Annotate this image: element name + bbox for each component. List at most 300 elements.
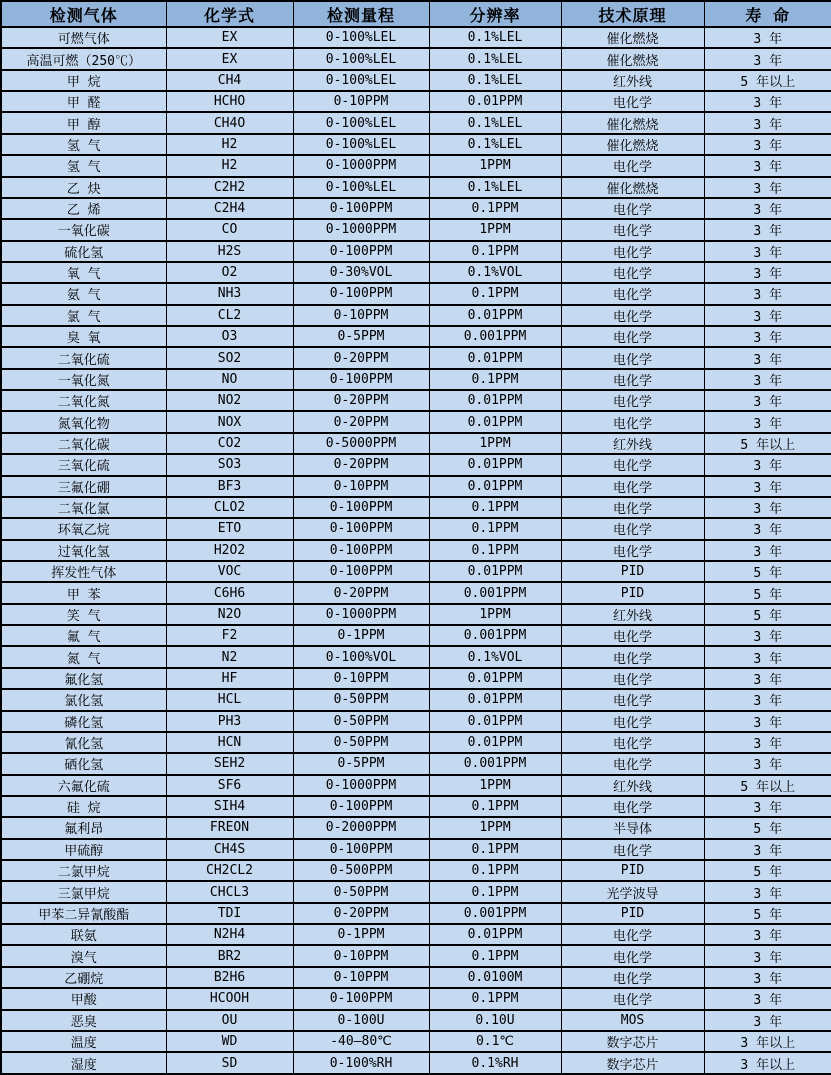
cell-technology-principle: 电化学: [561, 219, 704, 240]
cell-resolution: 1PPM: [429, 433, 561, 454]
cell-resolution: 0.01PPM: [429, 711, 561, 732]
cell-chemical-formula: N2O: [166, 604, 293, 625]
cell-resolution: 0.001PPM: [429, 582, 561, 603]
cell-chemical-formula: BF3: [166, 476, 293, 497]
cell-lifespan: 5 年: [704, 561, 831, 582]
cell-resolution: 0.01PPM: [429, 689, 561, 710]
cell-gas-name: 氟利昂: [1, 817, 166, 838]
cell-lifespan: 3 年: [704, 411, 831, 432]
table-row: [1, 305, 831, 326]
cell-detection-range: 0-100%VOL: [293, 646, 429, 667]
cell-chemical-formula: TDI: [166, 903, 293, 924]
cell-lifespan: 3 年: [704, 177, 831, 198]
cell-chemical-formula: NOX: [166, 411, 293, 432]
cell-resolution: 0.1PPM: [429, 497, 561, 518]
cell-resolution: 0.1PPM: [429, 518, 561, 539]
cell-lifespan: 3 年: [704, 732, 831, 753]
cell-chemical-formula: F2: [166, 625, 293, 646]
table-row: [1, 561, 831, 582]
cell-technology-principle: 电化学: [561, 967, 704, 988]
table-row: [1, 839, 831, 860]
cell-detection-range: 0-5000PPM: [293, 433, 429, 454]
cell-detection-range: 0-10PPM: [293, 476, 429, 497]
cell-chemical-formula: H2S: [166, 241, 293, 262]
column-header-chemical-formula: 化学式: [166, 1, 293, 27]
cell-chemical-formula: SIH4: [166, 796, 293, 817]
cell-technology-principle: 电化学: [561, 347, 704, 368]
cell-detection-range: 0-100PPM: [293, 241, 429, 262]
cell-technology-principle: 电化学: [561, 390, 704, 411]
cell-lifespan: 3 年: [704, 646, 831, 667]
cell-technology-principle: PID: [561, 860, 704, 881]
cell-gas-name: 三氧化硫: [1, 454, 166, 475]
cell-resolution: 0.1%LEL: [429, 27, 561, 48]
cell-resolution: 0.10U: [429, 1010, 561, 1031]
cell-lifespan: 3 年: [704, 881, 831, 902]
cell-resolution: 0.1%LEL: [429, 112, 561, 133]
cell-gas-name: 三氟化硼: [1, 476, 166, 497]
table-row: [1, 155, 831, 176]
table-header: [1, 1, 831, 27]
cell-technology-principle: 电化学: [561, 411, 704, 432]
cell-gas-name: 氢 气: [1, 134, 166, 155]
cell-gas-name: 甲 醛: [1, 91, 166, 112]
cell-resolution: 0.1%LEL: [429, 48, 561, 69]
cell-technology-principle: 电化学: [561, 689, 704, 710]
cell-technology-principle: 电化学: [561, 91, 704, 112]
cell-lifespan: 3 年: [704, 134, 831, 155]
cell-technology-principle: 数字芯片: [561, 1052, 704, 1074]
cell-resolution: 0.1%LEL: [429, 177, 561, 198]
cell-chemical-formula: H2O2: [166, 540, 293, 561]
cell-gas-name: 氟化氢: [1, 668, 166, 689]
cell-gas-name: 温度: [1, 1031, 166, 1052]
cell-chemical-formula: NH3: [166, 283, 293, 304]
table-row: [1, 817, 831, 838]
cell-detection-range: 0-1000PPM: [293, 604, 429, 625]
cell-resolution: 0.1PPM: [429, 369, 561, 390]
cell-chemical-formula: PH3: [166, 711, 293, 732]
cell-gas-name: 可燃气体: [1, 27, 166, 48]
cell-lifespan: 3 年: [704, 198, 831, 219]
cell-detection-range: 0-100%LEL: [293, 112, 429, 133]
cell-technology-principle: 数字芯片: [561, 1031, 704, 1052]
cell-gas-name: 甲 醇: [1, 112, 166, 133]
cell-gas-name: 氢 气: [1, 155, 166, 176]
table-row: [1, 369, 831, 390]
cell-resolution: 0.01PPM: [429, 305, 561, 326]
cell-detection-range: 0-1000PPM: [293, 219, 429, 240]
cell-technology-principle: 催化燃烧: [561, 112, 704, 133]
cell-detection-range: 0-10PPM: [293, 668, 429, 689]
cell-detection-range: 0-100U: [293, 1010, 429, 1031]
cell-resolution: 0.01PPM: [429, 561, 561, 582]
cell-lifespan: 3 年: [704, 668, 831, 689]
cell-chemical-formula: H2: [166, 134, 293, 155]
column-header-lifespan: 寿 命: [704, 1, 831, 27]
cell-chemical-formula: C2H4: [166, 198, 293, 219]
cell-technology-principle: 电化学: [561, 839, 704, 860]
cell-resolution: 0.1%VOL: [429, 262, 561, 283]
cell-detection-range: 0-50PPM: [293, 732, 429, 753]
cell-chemical-formula: CH4S: [166, 839, 293, 860]
cell-gas-name: 一氧化氮: [1, 369, 166, 390]
cell-technology-principle: 电化学: [561, 283, 704, 304]
cell-lifespan: 3 年: [704, 1010, 831, 1031]
cell-technology-principle: 半导体: [561, 817, 704, 838]
table-row: [1, 476, 831, 497]
cell-technology-principle: 红外线: [561, 433, 704, 454]
cell-gas-name: 氰化氢: [1, 732, 166, 753]
cell-chemical-formula: EX: [166, 27, 293, 48]
cell-resolution: 1PPM: [429, 775, 561, 796]
table-row: [1, 112, 831, 133]
cell-chemical-formula: CLO2: [166, 497, 293, 518]
cell-detection-range: 0-100PPM: [293, 369, 429, 390]
cell-lifespan: 3 年: [704, 839, 831, 860]
cell-chemical-formula: CH2CL2: [166, 860, 293, 881]
cell-lifespan: 3 年: [704, 945, 831, 966]
header-row: [1, 1, 831, 27]
cell-technology-principle: 红外线: [561, 775, 704, 796]
cell-chemical-formula: OU: [166, 1010, 293, 1031]
cell-lifespan: 3 年: [704, 689, 831, 710]
cell-technology-principle: 电化学: [561, 497, 704, 518]
cell-gas-name: 甲 苯: [1, 582, 166, 603]
cell-chemical-formula: HCHO: [166, 91, 293, 112]
cell-gas-name: 二氯甲烷: [1, 860, 166, 881]
cell-lifespan: 5 年: [704, 817, 831, 838]
cell-lifespan: 3 年: [704, 48, 831, 69]
table-row: [1, 326, 831, 347]
cell-chemical-formula: CO: [166, 219, 293, 240]
cell-gas-name: 恶臭: [1, 1010, 166, 1031]
cell-lifespan: 3 年: [704, 283, 831, 304]
cell-gas-name: 氯 气: [1, 305, 166, 326]
cell-gas-name: 氮 气: [1, 646, 166, 667]
cell-gas-name: 联氨: [1, 924, 166, 945]
table-row: [1, 1010, 831, 1031]
cell-technology-principle: 电化学: [561, 262, 704, 283]
cell-gas-name: 氟 气: [1, 625, 166, 646]
cell-lifespan: 3 年: [704, 454, 831, 475]
cell-resolution: 0.001PPM: [429, 753, 561, 774]
cell-gas-name: 甲硫醇: [1, 839, 166, 860]
cell-lifespan: 3 年: [704, 27, 831, 48]
table-row: [1, 70, 831, 91]
cell-gas-name: 三氯甲烷: [1, 881, 166, 902]
table-row: [1, 454, 831, 475]
cell-lifespan: 5 年: [704, 903, 831, 924]
cell-lifespan: 5 年以上: [704, 433, 831, 454]
cell-lifespan: 3 年: [704, 305, 831, 326]
cell-detection-range: 0-20PPM: [293, 411, 429, 432]
table-row: [1, 689, 831, 710]
cell-lifespan: 3 年以上: [704, 1052, 831, 1074]
cell-detection-range: 0-50PPM: [293, 711, 429, 732]
cell-resolution: 0.01PPM: [429, 668, 561, 689]
cell-resolution: 0.1PPM: [429, 945, 561, 966]
cell-lifespan: 3 年: [704, 924, 831, 945]
cell-gas-name: 氧 气: [1, 262, 166, 283]
table-row: [1, 1052, 831, 1074]
cell-lifespan: 5 年: [704, 582, 831, 603]
cell-lifespan: 3 年: [704, 518, 831, 539]
cell-detection-range: 0-1000PPM: [293, 155, 429, 176]
cell-gas-name: 过氧化氢: [1, 540, 166, 561]
cell-gas-name: 挥发性气体: [1, 561, 166, 582]
cell-gas-name: 六氟化硫: [1, 775, 166, 796]
cell-chemical-formula: NO2: [166, 390, 293, 411]
cell-technology-principle: 电化学: [561, 753, 704, 774]
cell-chemical-formula: WD: [166, 1031, 293, 1052]
cell-resolution: 0.1PPM: [429, 860, 561, 881]
cell-lifespan: 3 年: [704, 219, 831, 240]
cell-chemical-formula: BR2: [166, 945, 293, 966]
cell-resolution: 0.001PPM: [429, 903, 561, 924]
cell-technology-principle: 电化学: [561, 241, 704, 262]
cell-lifespan: 3 年: [704, 967, 831, 988]
table-row: [1, 924, 831, 945]
cell-chemical-formula: CO2: [166, 433, 293, 454]
cell-technology-principle: 电化学: [561, 668, 704, 689]
table-row: [1, 796, 831, 817]
cell-detection-range: 0-20PPM: [293, 390, 429, 411]
cell-resolution: 0.01PPM: [429, 411, 561, 432]
cell-chemical-formula: N2H4: [166, 924, 293, 945]
cell-technology-principle: 电化学: [561, 369, 704, 390]
cell-detection-range: -40—80℃: [293, 1031, 429, 1052]
cell-chemical-formula: H2: [166, 155, 293, 176]
cell-detection-range: 0-100%LEL: [293, 70, 429, 91]
cell-resolution: 1PPM: [429, 219, 561, 240]
table-row: [1, 945, 831, 966]
cell-gas-name: 硒化氢: [1, 753, 166, 774]
cell-chemical-formula: B2H6: [166, 967, 293, 988]
cell-gas-name: 环氧乙烷: [1, 518, 166, 539]
table-row: [1, 604, 831, 625]
cell-chemical-formula: O3: [166, 326, 293, 347]
cell-detection-range: 0-100PPM: [293, 988, 429, 1009]
cell-lifespan: 3 年: [704, 112, 831, 133]
table-row: [1, 241, 831, 262]
cell-technology-principle: PID: [561, 561, 704, 582]
cell-gas-name: 二氧化碳: [1, 433, 166, 454]
cell-chemical-formula: FREON: [166, 817, 293, 838]
cell-technology-principle: 催化燃烧: [561, 27, 704, 48]
table-row: [1, 988, 831, 1009]
table-row: [1, 881, 831, 902]
cell-gas-name: 磷化氢: [1, 711, 166, 732]
table-row: [1, 860, 831, 881]
cell-technology-principle: 电化学: [561, 796, 704, 817]
cell-gas-name: 溴气: [1, 945, 166, 966]
cell-resolution: 0.01PPM: [429, 390, 561, 411]
cell-lifespan: 3 年以上: [704, 1031, 831, 1052]
cell-detection-range: 0-50PPM: [293, 881, 429, 902]
cell-resolution: 0.1PPM: [429, 283, 561, 304]
cell-gas-name: 二氧化氮: [1, 390, 166, 411]
cell-detection-range: 0-2000PPM: [293, 817, 429, 838]
cell-technology-principle: 催化燃烧: [561, 48, 704, 69]
cell-resolution: 0.001PPM: [429, 625, 561, 646]
cell-technology-principle: 电化学: [561, 945, 704, 966]
table-row: [1, 219, 831, 240]
cell-detection-range: 0-100PPM: [293, 518, 429, 539]
table-row: [1, 177, 831, 198]
table-row: [1, 668, 831, 689]
cell-lifespan: 3 年: [704, 796, 831, 817]
cell-technology-principle: 光学波导: [561, 881, 704, 902]
cell-detection-range: 0-500PPM: [293, 860, 429, 881]
cell-resolution: 0.1%LEL: [429, 134, 561, 155]
cell-lifespan: 3 年: [704, 91, 831, 112]
cell-chemical-formula: HCOOH: [166, 988, 293, 1009]
cell-gas-name: 氮氧化物: [1, 411, 166, 432]
cell-resolution: 0.1%LEL: [429, 70, 561, 91]
cell-chemical-formula: SO2: [166, 347, 293, 368]
cell-chemical-formula: C2H2: [166, 177, 293, 198]
cell-resolution: 0.1PPM: [429, 540, 561, 561]
cell-resolution: 1PPM: [429, 817, 561, 838]
cell-detection-range: 0-5PPM: [293, 753, 429, 774]
cell-lifespan: 3 年: [704, 390, 831, 411]
cell-lifespan: 3 年: [704, 326, 831, 347]
table-row: [1, 134, 831, 155]
cell-technology-principle: 电化学: [561, 155, 704, 176]
cell-technology-principle: 红外线: [561, 70, 704, 91]
cell-detection-range: 0-100%RH: [293, 1052, 429, 1074]
cell-detection-range: 0-20PPM: [293, 903, 429, 924]
cell-lifespan: 3 年: [704, 625, 831, 646]
cell-detection-range: 0-100PPM: [293, 540, 429, 561]
cell-resolution: 1PPM: [429, 604, 561, 625]
cell-detection-range: 0-10PPM: [293, 91, 429, 112]
cell-gas-name: 湿度: [1, 1052, 166, 1074]
cell-technology-principle: 电化学: [561, 646, 704, 667]
table-row: [1, 903, 831, 924]
cell-technology-principle: 电化学: [561, 518, 704, 539]
cell-technology-principle: 电化学: [561, 924, 704, 945]
cell-detection-range: 0-10PPM: [293, 945, 429, 966]
cell-lifespan: 3 年: [704, 241, 831, 262]
cell-resolution: 0.1PPM: [429, 796, 561, 817]
cell-detection-range: 0-100%LEL: [293, 48, 429, 69]
cell-lifespan: 3 年: [704, 262, 831, 283]
cell-resolution: 0.1%RH: [429, 1052, 561, 1074]
cell-chemical-formula: HF: [166, 668, 293, 689]
table-row: [1, 91, 831, 112]
cell-lifespan: 5 年: [704, 860, 831, 881]
cell-detection-range: 0-1000PPM: [293, 775, 429, 796]
table-row: [1, 27, 831, 48]
cell-detection-range: 0-20PPM: [293, 582, 429, 603]
table-row: [1, 433, 831, 454]
cell-technology-principle: 电化学: [561, 476, 704, 497]
cell-lifespan: 3 年: [704, 988, 831, 1009]
cell-lifespan: 3 年: [704, 540, 831, 561]
table-row: [1, 198, 831, 219]
cell-chemical-formula: C6H6: [166, 582, 293, 603]
cell-technology-principle: 电化学: [561, 625, 704, 646]
cell-gas-name: 硅 烷: [1, 796, 166, 817]
cell-resolution: 0.01PPM: [429, 476, 561, 497]
cell-detection-range: 0-1PPM: [293, 924, 429, 945]
table-row: [1, 967, 831, 988]
cell-chemical-formula: VOC: [166, 561, 293, 582]
table-row: [1, 411, 831, 432]
cell-resolution: 0.1PPM: [429, 241, 561, 262]
table-row: [1, 390, 831, 411]
cell-lifespan: 5 年: [704, 604, 831, 625]
cell-gas-name: 二氧化硫: [1, 347, 166, 368]
column-header-technology-principle: 技术原理: [561, 1, 704, 27]
table-row: [1, 540, 831, 561]
cell-gas-name: 氯化氢: [1, 689, 166, 710]
cell-chemical-formula: SF6: [166, 775, 293, 796]
table-row: [1, 48, 831, 69]
cell-technology-principle: 电化学: [561, 711, 704, 732]
table-row: [1, 732, 831, 753]
cell-chemical-formula: SEH2: [166, 753, 293, 774]
cell-gas-name: 甲 烷: [1, 70, 166, 91]
cell-gas-name: 高温可燃（250℃）: [1, 48, 166, 69]
cell-technology-principle: 电化学: [561, 988, 704, 1009]
cell-resolution: 0.01PPM: [429, 91, 561, 112]
cell-lifespan: 5 年以上: [704, 775, 831, 796]
cell-gas-name: 乙 炔: [1, 177, 166, 198]
cell-technology-principle: 催化燃烧: [561, 177, 704, 198]
cell-gas-name: 乙硼烷: [1, 967, 166, 988]
cell-lifespan: 3 年: [704, 753, 831, 774]
cell-detection-range: 0-30%VOL: [293, 262, 429, 283]
table-row: [1, 518, 831, 539]
column-header-gas-name: 检测气体: [1, 1, 166, 27]
cell-lifespan: 3 年: [704, 347, 831, 368]
table-row: [1, 347, 831, 368]
cell-resolution: 0.001PPM: [429, 326, 561, 347]
cell-resolution: 0.01PPM: [429, 732, 561, 753]
cell-lifespan: 3 年: [704, 476, 831, 497]
column-header-resolution: 分辨率: [429, 1, 561, 27]
cell-technology-principle: 催化燃烧: [561, 134, 704, 155]
cell-technology-principle: 电化学: [561, 540, 704, 561]
cell-detection-range: 0-100PPM: [293, 561, 429, 582]
cell-technology-principle: MOS: [561, 1010, 704, 1031]
cell-chemical-formula: HCN: [166, 732, 293, 753]
cell-chemical-formula: CH4O: [166, 112, 293, 133]
table-row: [1, 625, 831, 646]
cell-lifespan: 3 年: [704, 497, 831, 518]
cell-detection-range: 0-20PPM: [293, 347, 429, 368]
cell-technology-principle: 电化学: [561, 198, 704, 219]
cell-technology-principle: 电化学: [561, 326, 704, 347]
table-row: [1, 753, 831, 774]
cell-detection-range: 0-5PPM: [293, 326, 429, 347]
table-row: [1, 262, 831, 283]
cell-technology-principle: 红外线: [561, 604, 704, 625]
cell-detection-range: 0-50PPM: [293, 689, 429, 710]
table-row: [1, 283, 831, 304]
cell-resolution: 1PPM: [429, 155, 561, 176]
cell-detection-range: 0-100PPM: [293, 839, 429, 860]
table-row: [1, 646, 831, 667]
cell-detection-range: 0-100%LEL: [293, 27, 429, 48]
cell-resolution: 0.1℃: [429, 1031, 561, 1052]
table-row: [1, 711, 831, 732]
cell-chemical-formula: CL2: [166, 305, 293, 326]
cell-lifespan: 5 年以上: [704, 70, 831, 91]
